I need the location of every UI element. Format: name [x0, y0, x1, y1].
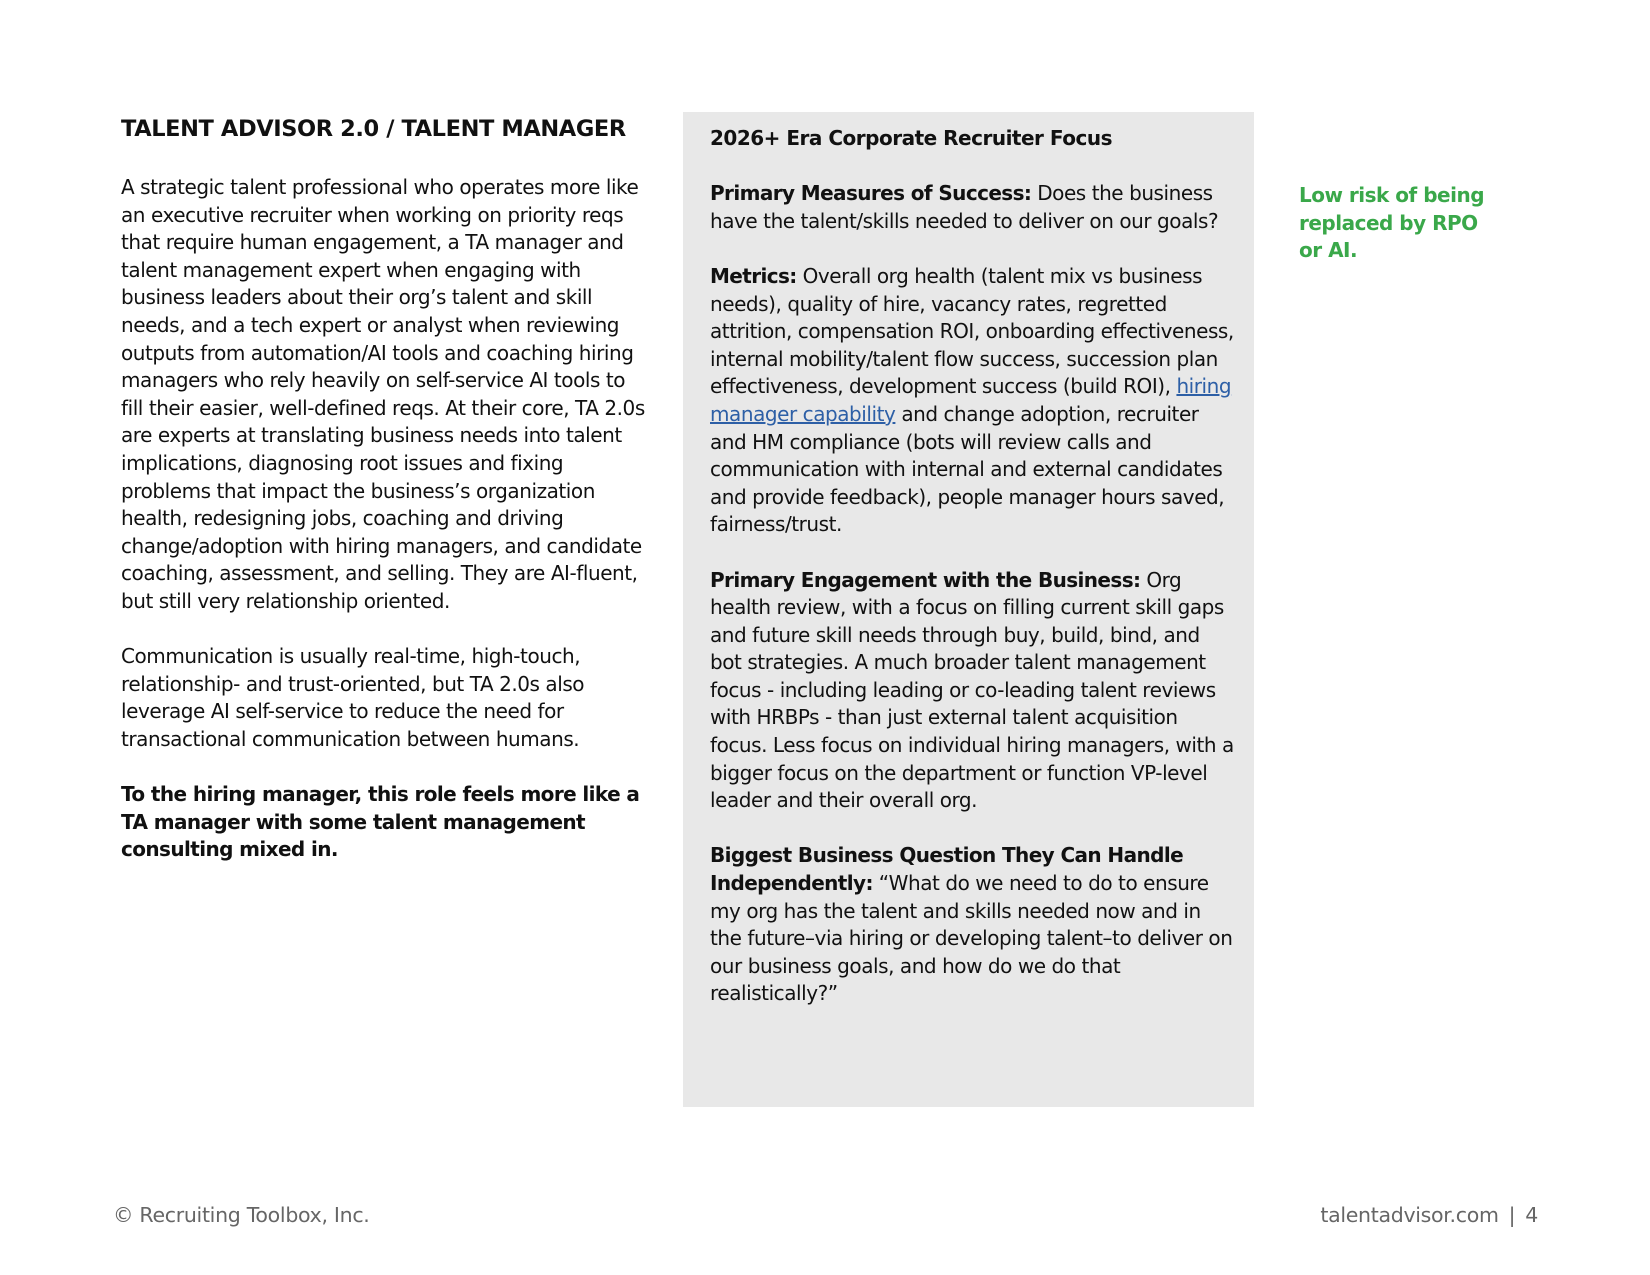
risk-note: Low risk of being replaced by RPO or AI. [1299, 183, 1485, 263]
measures-label: Primary Measures of Success: [710, 181, 1032, 206]
footer-separator: | [1508, 1203, 1516, 1227]
hiring-manager-perception: To the hiring manager, this role feels more like a TA manager with some talent management consulting mixed in. [121, 782, 640, 862]
engagement-label: Primary Engagement with the Business: [710, 567, 1141, 592]
question-label: Biggest Business Question They Can Handle Independently: [710, 843, 1184, 896]
measures-of-success [710, 180, 1234, 235]
question-text: “What do we need to do to ensure my org has the talent and skills needed now and in the future–via hiring or developing talent–to deliver on our business goals, and how do we do that realistically?” [710, 871, 1233, 1006]
footer-copyright: © Recruiting Toolbox, Inc. [113, 1203, 370, 1227]
page-title: TALENT ADVISOR 2.0 / TALENT MANAGER [121, 116, 626, 142]
engagement-text: Org health review, with a focus on filling current skill gaps and future skill needs through buy, build, bind, and bot strategies. A much broader talent management focus - including leading or co-leading talent reviews with HRBPs - than just external talent acquisition focus. Less focus on individual hiring managers, with a bigger focus on the department or function VP-level leader and their overall org. [710, 567, 1234, 813]
footer-site: talentadvisor.com [1320, 1203, 1499, 1227]
metrics-text-before: Overall org health (talent mix vs business needs), quality of hire, vacancy rates, regretted attrition, compensation ROI, onboarding effectiveness, internal mobility/talent flow success, succession plan effectiveness, development success (build ROI), [710, 263, 1234, 399]
metrics [710, 263, 1234, 539]
measures-text: Does the business have the talent/skills needed to deliver on our goals? [710, 181, 1219, 233]
metrics-label: Metrics: [710, 263, 797, 288]
business-question [710, 842, 1234, 1008]
role-description: A strategic talent professional who operates more like an executive recruiter when working on priority reqs that require human engagement, a TA manager and talent management expert when engaging with business leaders about their org’s talent and skill needs, and a tech expert or analyst when reviewing outputs from automation/AI tools and coaching hiring managers who rely heavily on self-service AI tools to fill their easier, well-defined reqs. At their core, TA 2.0s are experts at translating business needs into talent implications, diagnosing root issues and fixing problems that impact the business’s organization health, redesigning jobs, coaching and driving change/adoption with hiring managers, and candidate coaching, assessment, and selling. They are AI-fluent, but still very relationship oriented. [121, 175, 645, 613]
recruiter-focus-panel [683, 112, 1254, 1107]
hiring-manager-capability-link[interactable]: hiring manager capability [710, 374, 1232, 426]
panel-title: 2026+ Era Corporate Recruiter Focus [710, 126, 1112, 150]
footer-right [1320, 1203, 1538, 1227]
page-number: 4 [1525, 1203, 1538, 1227]
business-engagement [710, 567, 1234, 815]
communication-description: Communication is usually real-time, high-touch, relationship- and trust-oriented, but TA 2.0s also leverage AI self-service to reduce the need for transactional communication between humans. [121, 644, 585, 751]
left-column [121, 114, 651, 891]
metrics-text-after: and change adoption, recruiter and HM compliance (bots will review calls and communication with internal and external candidates and provide feedback), people manager hours saved, fairness/trust. [710, 401, 1225, 537]
